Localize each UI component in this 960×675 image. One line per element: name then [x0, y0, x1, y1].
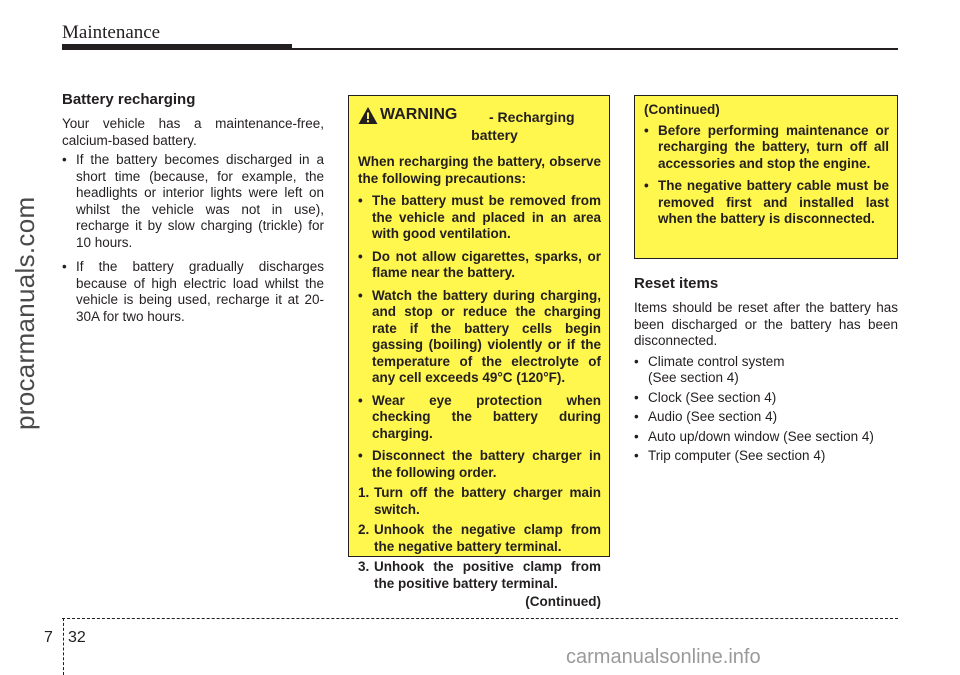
- page-header-title: Maintenance: [62, 22, 161, 43]
- continued-warning-box: [634, 95, 898, 259]
- header-rule-thin: [292, 48, 898, 50]
- list-item: [358, 559, 601, 592]
- warning-bullets: [358, 193, 601, 481]
- battery-intro: Your vehicle has a maintenance-free, calcium-based battery.: [62, 116, 324, 148]
- battery-recharging-section: [62, 91, 324, 333]
- warning-label: WARNING: [380, 106, 458, 123]
- reset-item-sub: (See section 4): [648, 370, 739, 385]
- warning-subtitle-b: battery: [471, 127, 518, 143]
- list-item: [358, 485, 601, 518]
- footer-divider: [63, 618, 64, 675]
- step-number: 3.: [358, 559, 370, 574]
- step-text: Unhook the positive clamp from the positive battery terminal.: [374, 559, 601, 591]
- page-number: 32: [68, 629, 86, 646]
- list-item: [634, 354, 898, 387]
- warning-continued: (Continued): [525, 594, 601, 609]
- list-item: • Auto up/down window (See section 4): [634, 429, 898, 446]
- reset-items-heading: Reset items: [634, 275, 719, 292]
- warning-header: [358, 106, 601, 148]
- footer-rule: [62, 618, 898, 619]
- reset-item-text: Climate control system: [648, 353, 785, 369]
- step-text: Unhook the negative clamp from the negative battery terminal.: [374, 522, 601, 554]
- warning-box: [348, 95, 610, 609]
- list-item: • Clock (See section 4): [634, 390, 898, 407]
- continued-label: (Continued): [644, 102, 720, 117]
- list-item: [358, 522, 601, 555]
- list-item: • The battery must be removed from the vehicle and placed in an area with good ventilation.: [358, 193, 601, 243]
- list-item: • Do not allow cigarettes, sparks, or flame near the battery.: [358, 249, 601, 282]
- step-number: 1.: [358, 485, 370, 500]
- list-item: • Audio (See section 4): [634, 409, 898, 426]
- warning-steps: [358, 485, 601, 592]
- step-text: Turn off the battery charger main switch.: [374, 485, 601, 517]
- warning-triangle-icon: [358, 106, 378, 125]
- list-item: • Watch the battery during charging, and stop or reduce the charging rate if the battery cells begin gassing (boiling) violently or if the temperature of the electrolyte of any cell exceeds 49°C (120°F).: [358, 288, 601, 387]
- list-item: • Before performing maintenance or recharging the battery, turn off all accessories and stop the engine.: [644, 123, 889, 173]
- reset-intro: Items should be reset after the battery has been discharged or the battery has been disconnected.: [634, 300, 898, 348]
- reset-list: [634, 354, 898, 465]
- header-rule-thick: [62, 44, 292, 50]
- list-item: • The negative battery cable must be removed first and installed last when the battery is disconnected.: [644, 178, 889, 228]
- reset-items-section: [634, 275, 898, 468]
- warning-intro: When recharging the battery, observe the following precautions:: [358, 154, 601, 186]
- bottom-watermark: carmanualsonline.info: [566, 646, 761, 668]
- continued-bullets: [644, 123, 889, 228]
- list-item: • If the battery becomes discharged in a short time (because, for example, the headlights or interior lights were left on whilst the vehicle was not in use), recharge it by slow charging (trickle) for 10 hours.: [62, 152, 324, 251]
- step-number: 2.: [358, 522, 370, 537]
- list-item: • Disconnect the battery charger in the following order.: [358, 448, 601, 481]
- battery-bullets: [62, 152, 324, 325]
- list-item: • Trip computer (See section 4): [634, 448, 898, 465]
- list-item: • Wear eye protection when checking the battery during charging.: [358, 393, 601, 443]
- list-item: • If the battery gradually discharges because of high electric load whilst the vehicle is being used, recharge it at 20-30A for two hours.: [62, 259, 324, 325]
- side-watermark: procarmanuals.com: [10, 196, 40, 430]
- warning-subtitle-a: - Recharging: [489, 109, 575, 125]
- chapter-number: 7: [44, 629, 53, 646]
- battery-recharging-heading: Battery recharging: [62, 91, 196, 108]
